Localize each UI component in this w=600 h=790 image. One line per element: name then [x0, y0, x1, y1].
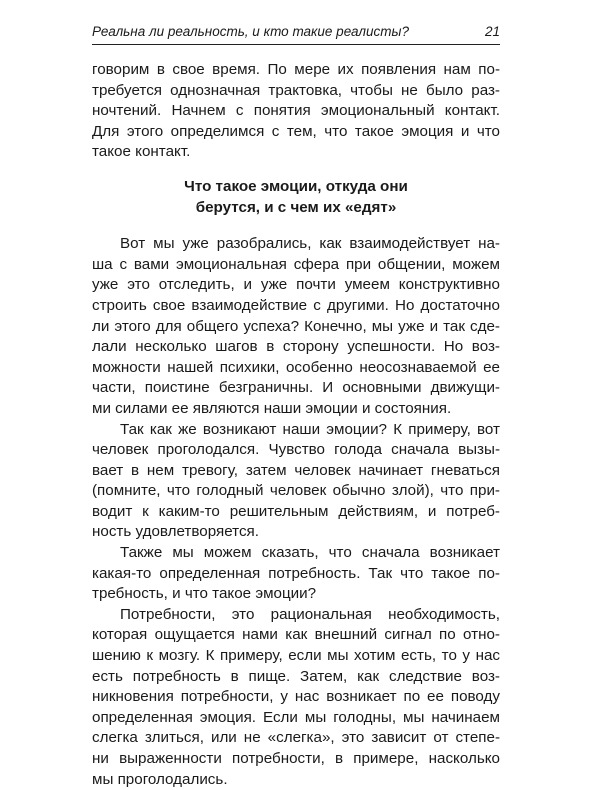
text-line: Так как же возникают наши эмоции? К примеру, вот — [120, 420, 500, 438]
text-line: Для этого определимся с тем, что такое эмоция и что — [92, 122, 500, 140]
heading-line: Что такое эмоции, откуда они — [184, 177, 408, 195]
text-line: человек проголодался. Чувство голода сначала вызы- — [92, 441, 500, 459]
text-line: никновения потребности, у нас возникает по ее поводу — [92, 688, 500, 706]
running-header — [92, 22, 500, 45]
text-line: требность, и что такое эмоции? — [92, 585, 317, 603]
text-line: вает в нем тревогу, затем человек начинает гневаться — [92, 461, 500, 479]
text-line: требуется однозначная трактовка, чтобы не было раз- — [92, 81, 500, 99]
text-line: водит к каким-то решительным действиям, и потреб- — [92, 502, 500, 520]
paragraph-3 — [92, 543, 500, 605]
text-line: уже это отследить, и уже почти умеем конструктивно — [92, 276, 500, 294]
heading-line: берутся, и с чем их «едят» — [195, 198, 397, 216]
spacer — [92, 218, 500, 234]
paragraph-2 — [92, 420, 500, 544]
text-line: определенная эмоция. Если мы голодны, мы начинаем — [92, 708, 500, 726]
text-line: лали несколько шагов в сторону успешности. Но воз- — [92, 338, 500, 356]
page-number: 21 — [484, 24, 500, 39]
text-line: Потребности, это рациональная необходимость, — [120, 605, 500, 623]
text-line: ша с вами эмоциональная сфера при общении, можем — [92, 255, 500, 273]
text-line: части, поистине безграничны. И основными движущи- — [92, 379, 500, 397]
text-line: какая-то определенная потребность. Так что такое по- — [92, 564, 500, 582]
text-line: есть потребность в пище. Затем, как следствие воз- — [92, 667, 500, 685]
text-line: ность удовлетворяется. — [92, 523, 260, 541]
text-line: строить свое взаимодействие с другими. Но достаточно — [92, 296, 500, 314]
text-line: мы проголодались. — [92, 770, 228, 788]
text-line: которая ощущается нами как внешний сигнал по отно- — [92, 626, 500, 644]
text-line: ни выраженности потребности, в примере, насколько — [92, 750, 500, 767]
text-line: шению к мозгу. К примеру, если мы хотим есть, то у нас — [92, 647, 500, 665]
text-line: такое контакт. — [92, 143, 191, 161]
text-line: ми силами ее являются наши эмоции и состояния. — [92, 399, 452, 417]
running-header-title: Реальна ли реальность, и кто такие реалисты? — [92, 24, 409, 39]
text-line: говорим в свое время. По мере их появления нам по- — [92, 61, 500, 78]
text-line: Также мы можем сказать, что сначала возникает — [120, 544, 500, 562]
paragraph-1 — [92, 234, 500, 419]
spacer — [92, 163, 500, 177]
paragraph-4 — [92, 605, 500, 790]
intro-paragraph — [92, 60, 500, 163]
text-line: слегка злиться, или не «слегка», это зависит от степе- — [92, 729, 500, 747]
text-line: Вот мы уже разобрались, как взаимодействует на- — [120, 235, 500, 253]
text-line: (помните, что голодный человек обычно злой), что при- — [92, 482, 500, 500]
page-body — [92, 60, 500, 790]
text-line: ли этого для общего успеха? Конечно, мы уже и так сде- — [92, 317, 500, 335]
text-line: ночтений. Начнем с понятия эмоциональный контакт. — [92, 102, 500, 120]
text-line: можности нашей психики, особенно неосознаваемой ее — [92, 358, 500, 376]
section-heading — [92, 177, 500, 218]
